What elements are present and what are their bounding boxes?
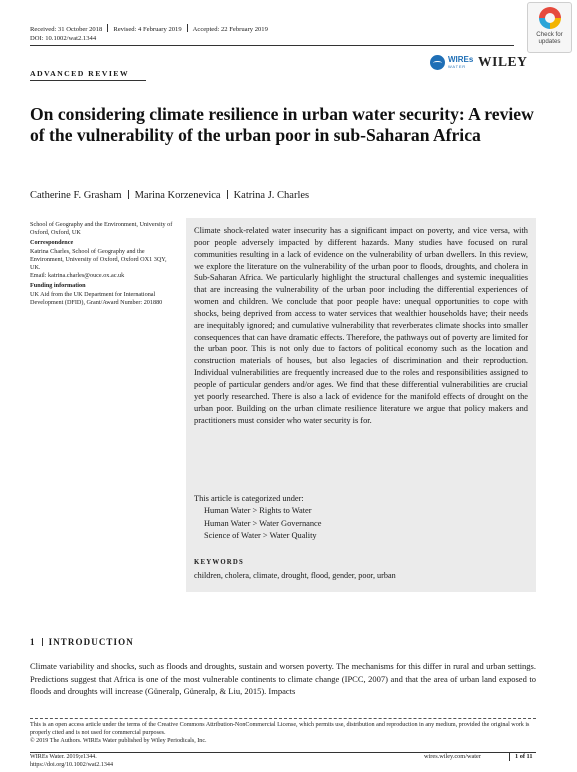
separator (42, 638, 43, 646)
license-note (30, 721, 536, 746)
separator (128, 190, 129, 199)
funding-heading: Funding information (30, 282, 86, 290)
correspondence-address: Katrina Charles, School of Geography and the Environment, University of Oxford, Oxford OX1 3QY, UK. (30, 247, 167, 272)
correspondence-email[interactable]: Email: katrina.charles@ouce.ox.ac.uk (30, 272, 125, 280)
wiley-logo[interactable]: WILEY (478, 54, 528, 69)
author-name[interactable]: Katrina J. Charles (233, 190, 310, 201)
page-number: 1 of 11 (515, 753, 533, 760)
footer-rule (30, 718, 536, 719)
wires-logo-icon (430, 55, 445, 70)
wires-logo-text (448, 56, 473, 69)
correspondence-heading: Correspondence (30, 239, 74, 247)
category-item[interactable]: Human Water > Water Governance (204, 518, 322, 528)
category-item[interactable]: Science of Water > Water Quality (204, 531, 317, 541)
author-name[interactable]: Marina Korzenevica (134, 190, 221, 201)
wires-name: WIREs (448, 55, 474, 64)
keywords-heading: KEYWORDS (194, 559, 245, 566)
keywords-text: children, cholera, climate, drought, flood, gender, poor, urban (194, 571, 396, 580)
separator (107, 24, 108, 32)
wires-sub: WATER (448, 64, 466, 69)
copyright-text: © 2019 The Authors. WIREs Water published by Wiley Periodicals, Inc. (30, 738, 207, 745)
funding-text: UK Aid from the UK Department for International Development (DFID), Grant/Award Number: 201880 (30, 290, 163, 306)
badge-line-1: Check for (536, 31, 563, 38)
section-label-rule (30, 80, 146, 81)
doi[interactable]: DOI: 10.1002/wat2.1344 (30, 35, 97, 42)
separator (227, 190, 228, 199)
author-name[interactable]: Catherine F. Grasham (30, 190, 122, 201)
check-for-updates-button[interactable] (527, 2, 572, 53)
section-number: 1 (30, 637, 36, 647)
journal-citation (30, 753, 113, 769)
separator (187, 24, 188, 32)
journal-name: WIREs Water. 2019;e1344. (30, 754, 97, 760)
check-updates-icon (539, 7, 561, 29)
journal-doi-link[interactable]: https://doi.org/10.1002/wat2.1344 (30, 762, 114, 769)
article-title: On considering climate resilience in urban water security: A review of the vulnerability of the urban poor in sub-Saharan Africa (30, 104, 534, 146)
site-link[interactable]: wires.wiley.com/water (424, 753, 481, 760)
introduction-heading (30, 637, 134, 647)
section-title: INTRODUCTION (48, 637, 134, 647)
accepted-date: Accepted: 22 February 2019 (192, 26, 268, 33)
affiliation: School of Geography and the Environment, University of Oxford, Oxford, UK (30, 221, 173, 237)
section-label: ADVANCED REVIEW (30, 69, 130, 78)
license-text: This is an open access article under the terms of the Creative Commons Attribution-NonCommercial License, which permits use, distribution and reproduction in any medium, provided the original work is properly cited and is not used for commercial purposes. (30, 722, 530, 737)
top-rule (30, 45, 514, 46)
author-list (30, 190, 309, 201)
introduction-text: Climate variability and shocks, such as floods and droughts, sustain and worsen poverty. The mechanisms for this differ in rural and urban settings. Predictions suggest that Africa is one of the most vulnerable continents to climate change (IPCC, 2007) and that the area of urban land exposed to floods and droughts will increase (Güneralp, Güneralp, & Liu, 2015). Impacts (30, 661, 536, 697)
abstract-text: Climate shock-related water insecurity has a significant impact on poverty, and vice versa, with poor people adversely impacted by different hazards. Many studies have focused on rural communities resulting in a lack of evidence on the vulnerability of urban dwellers. In this review, we explore the literature on the vulnerability of the urban poor to floods, droughts, and cholera in Sub-Saharan Africa. We particularly highlight the structural challenges and systemic inequalities that are increasing the vulnerability of the urban poor including the differential experiences of women and children. We conclude that poor people have: unequal opportunities to cope with shocks, being deprived from access to water services that wealthier households have; their needs are inequitably ignored; and cumulative vulnerability that reverberates climate shocks into smaller consequences that can have dramatic effects. Therefore, the pathways out of poverty are limited for the urban poor. This is not only due to factors of political economy such as the location and construction materials of houses, but also legacies of discrimination and their reproduction. Individual vulnerabilities are frequently increased due to the roles and responsibilities assigned to people of particular genders and/or ages. We find that these differential vulnerabilities are crucial yet poorly researched. There is also a lack of evidence for the manifold effects of drought on the urban poor. Building on the urban climate resilience literature we argue that policy makers and practitioners must consider who water security is for. (194, 226, 528, 425)
affiliation-column (30, 221, 176, 307)
received-date: Received: 31 October 2018 (30, 26, 103, 33)
category-item[interactable]: Human Water > Rights to Water (204, 506, 312, 515)
badge-label (528, 31, 571, 45)
wires-water-logo[interactable] (430, 54, 475, 71)
revised-date: Revised: 4 February 2019 (113, 26, 182, 33)
article-dates (30, 24, 268, 33)
categories-list (204, 505, 321, 543)
categories-intro: This article is categorized under: (194, 494, 304, 503)
badge-line-2: updates (538, 38, 561, 45)
separator (509, 753, 510, 761)
